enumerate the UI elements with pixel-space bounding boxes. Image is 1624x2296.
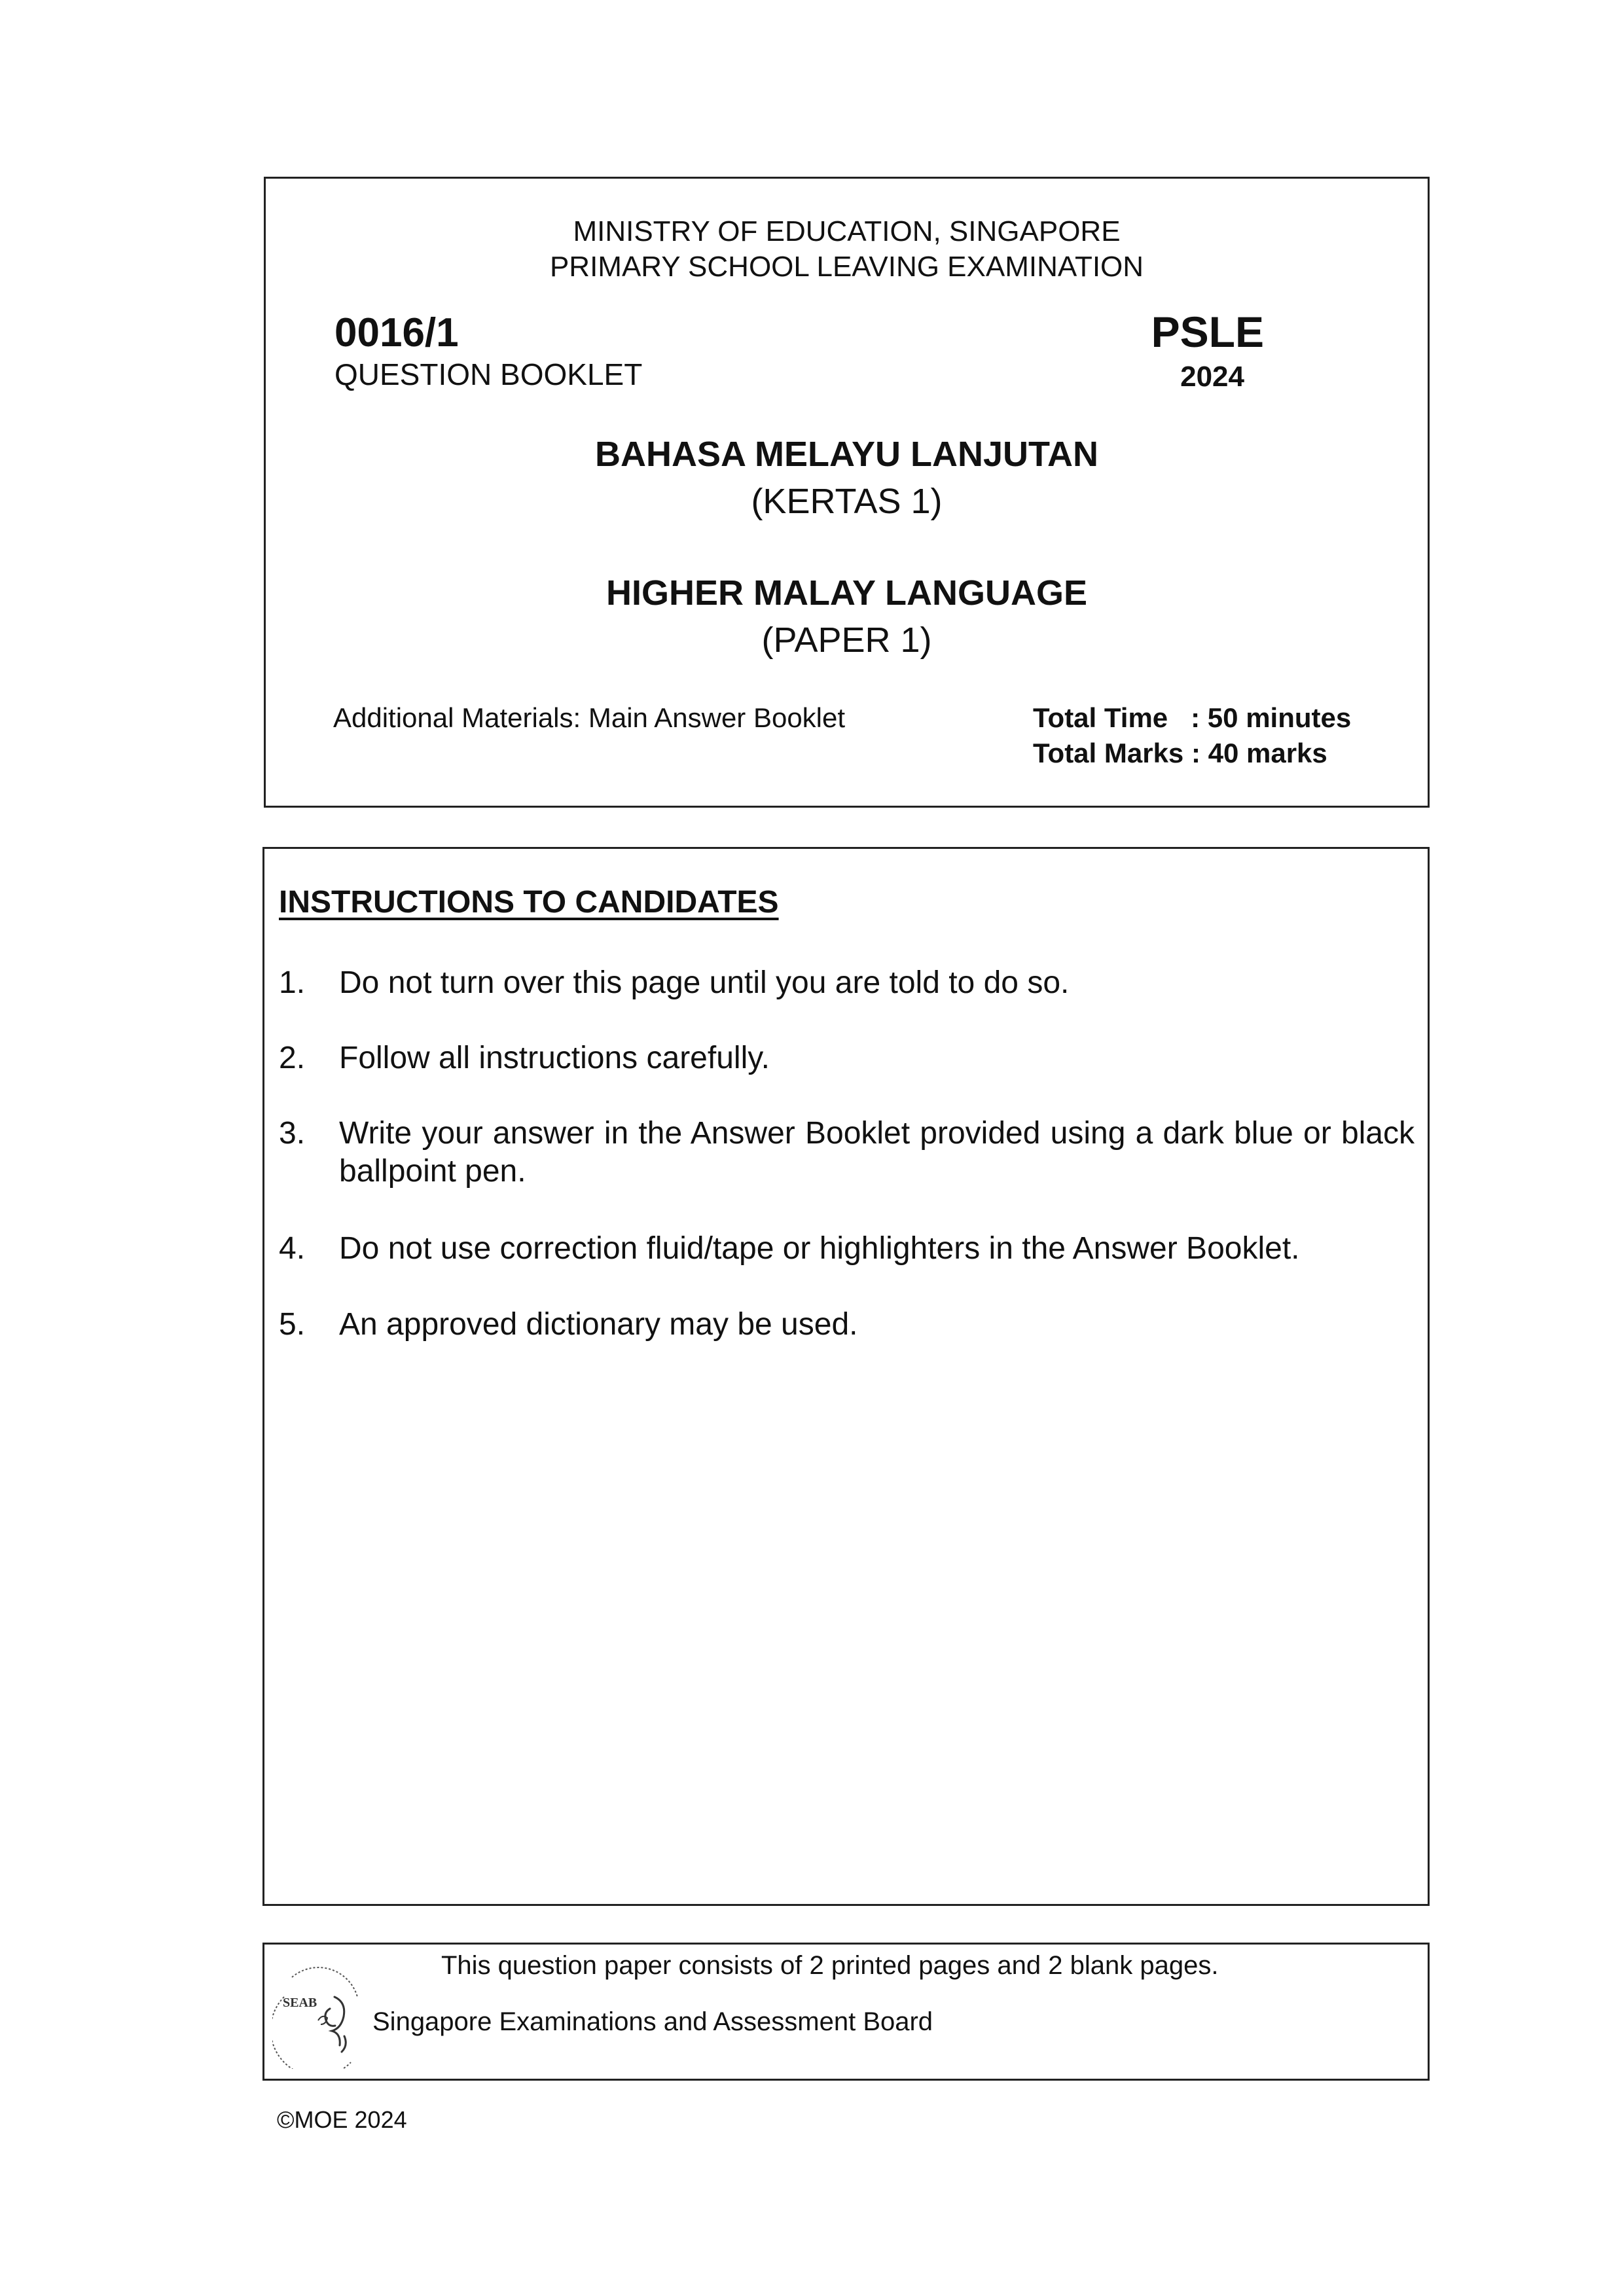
instruction-text: Write your answer in the Answer Booklet provided using a dark blue or black ballpoint pen. (339, 1116, 1415, 1189)
logo-seab-text: SEAB (283, 1996, 317, 2010)
footer-box (262, 1943, 1430, 2081)
exam-abbreviation: PSLE (1151, 308, 1264, 356)
subject-title-english: HIGHER MALAY LANGUAGE (605, 573, 1088, 613)
exam-header-box (264, 177, 1430, 808)
ministry-name: MINISTRY OF EDUCATION, SINGAPORE (573, 215, 1121, 247)
instruction-number: 4. (279, 1231, 306, 1266)
exam-year: 2024 (1180, 361, 1244, 393)
instruction-number: 3. (279, 1116, 306, 1151)
board-name: Singapore Examinations and Assessment Board (372, 2007, 933, 2036)
instructions-box (262, 847, 1430, 1906)
paper-number-english: (PAPER 1) (761, 620, 932, 660)
subject-title-malay: BAHASA MELAYU LANJUTAN (594, 435, 1099, 474)
seab-lion-logo-icon (272, 1958, 370, 2069)
additional-materials: Additional Materials: Main Answer Booklet (333, 702, 846, 733)
exam-name: PRIMARY SCHOOL LEAVING EXAMINATION (549, 251, 1144, 283)
instruction-text: Follow all instructions carefully. (339, 1041, 770, 1075)
page-count-info: This question paper consists of 2 printed pages and 2 blank pages. (441, 1951, 1219, 1980)
booklet-type: QUESTION BOOKLET (334, 357, 643, 391)
total-time: Total Time : 50 minutes (1033, 702, 1352, 733)
paper-code: 0016/1 (334, 310, 459, 355)
paper-number-malay: (KERTAS 1) (751, 482, 943, 521)
instructions-title: INSTRUCTIONS TO CANDIDATES (279, 885, 779, 920)
total-marks: Total Marks : 40 marks (1033, 738, 1327, 768)
instruction-number: 5. (279, 1307, 306, 1342)
instruction-text: Do not turn over this page until you are told to do so. (339, 965, 1070, 1000)
copyright-notice: ©MOE 2024 (277, 2106, 407, 2133)
instruction-text: Do not use correction fluid/tape or highlighters in the Answer Booklet. (339, 1231, 1300, 1266)
instruction-number: 1. (279, 965, 306, 1000)
instruction-text: An approved dictionary may be used. (339, 1307, 858, 1342)
instruction-number: 2. (279, 1041, 306, 1075)
